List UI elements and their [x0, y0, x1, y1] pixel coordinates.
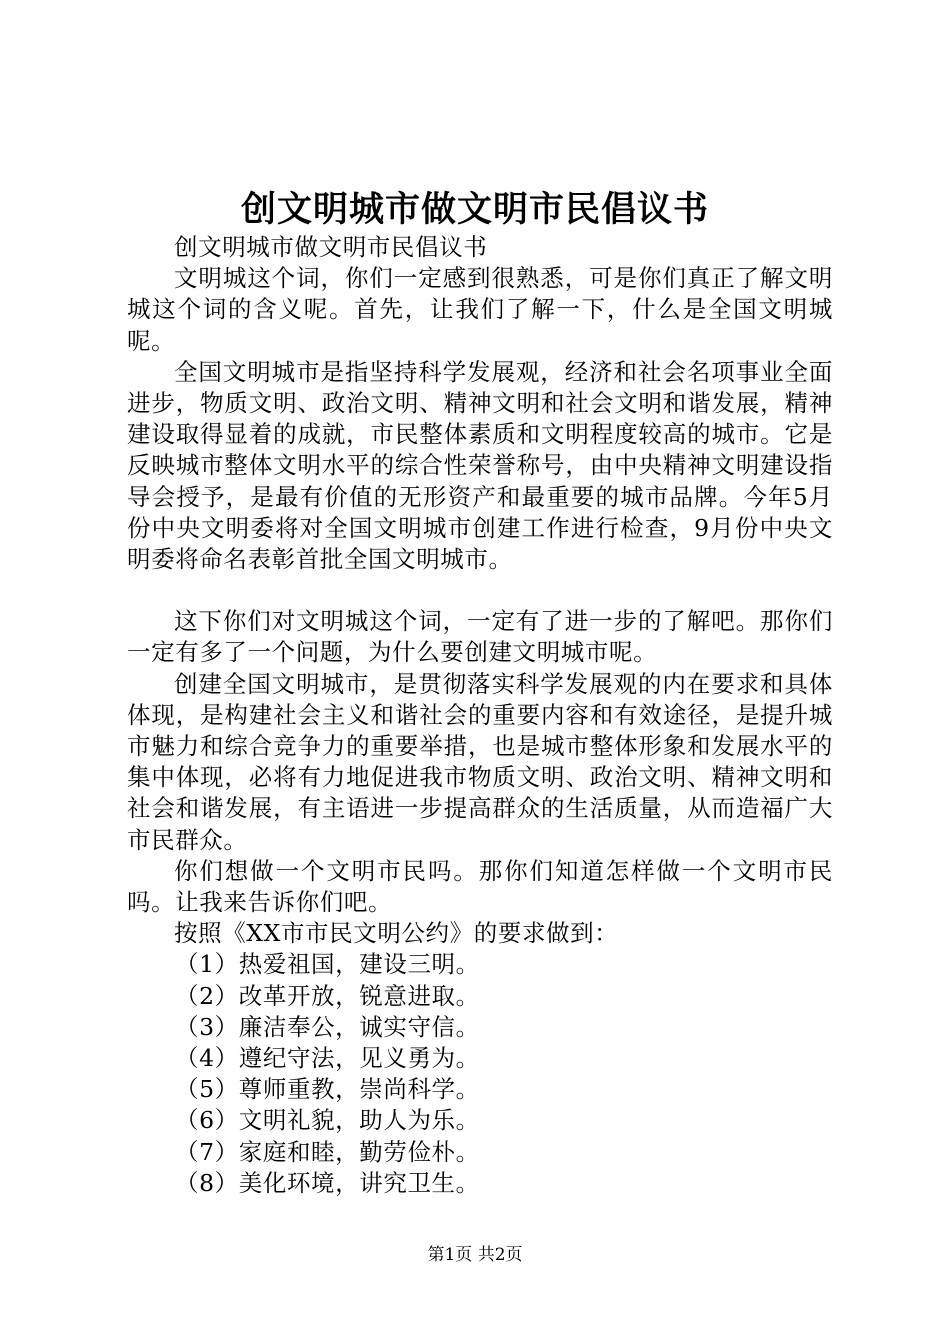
document-body [127, 232, 833, 1199]
list-item: （1）热爱祖国，建设三明。 [175, 950, 480, 979]
document-title: 创文明城市做文明市民倡议书 [240, 189, 709, 230]
list-item: （2）改革开放，锐意进取。 [175, 981, 480, 1010]
list-item: （4）遵纪守法，见义勇为。 [175, 1044, 480, 1073]
paragraph: 这下你们对文明城这个词，一定有了进一步的了解吧。那你们一定有多了一个问题，为什么要创建文明城市呢。 [127, 607, 833, 667]
paragraph: 创建全国文明城市，是贯彻落实科学发展观的内在要求和具体体现，是构建社会主义和谐社会的重要内容和有效途径，是提升城市魅力和综合竞争力的重要举措，也是城市整体形象和发展水平的集中体现，必将有力地促进我市物质文明、政治文明、精神文明和社会和谐发展，有主语进一步提高群众的生活质量，从而造福广大市民群众。 [127, 669, 833, 854]
paragraph-subtitle: 创文明城市做文明市民倡议书 [174, 233, 488, 261]
list-item: （5）尊师重教，崇尚科学。 [175, 1075, 480, 1104]
paragraph: 按照《XX市市民文明公约》的要求做到： [174, 919, 619, 948]
page-footer: 第1页 共2页 [427, 1245, 523, 1265]
list-item: （7）家庭和睦，勤劳俭朴。 [175, 1137, 480, 1166]
list-item: （6）文明礼貌，助人为乐。 [175, 1106, 480, 1135]
convention-list [127, 949, 833, 1199]
paragraph: 文明城这个词，你们一定感到很熟悉，可是你们真正了解文明城这个词的含义呢。首先，让我们了解一下，什么是全国文明城呢。 [127, 264, 833, 355]
paragraph: 你们想做一个文明市民吗。那你们知道怎样做一个文明市民吗。让我来告诉你们吧。 [127, 856, 833, 917]
list-item: （8）美化环境，讲究卫生。 [175, 1168, 480, 1197]
list-item: （3）廉洁奉公，诚实守信。 [175, 1012, 480, 1041]
paragraph: 全国文明城市是指坚持科学发展观，经济和社会名项事业全面进步，物质文明、政治文明、精神文明和社会文明和谐发展，精神建设取得显着的成就，市民整体素质和文明程度较高的城市。它是反映城市整体文明水平的综合性荣誉称号，由中央精神文明建设指导会授予，是最有价值的无形资产和最重要的城市品牌。今年5月份中央文明委将对全国文明城市创建工作进行检查，9月份中央文明委将命名表彰首批全国文明城市。 [127, 357, 833, 574]
